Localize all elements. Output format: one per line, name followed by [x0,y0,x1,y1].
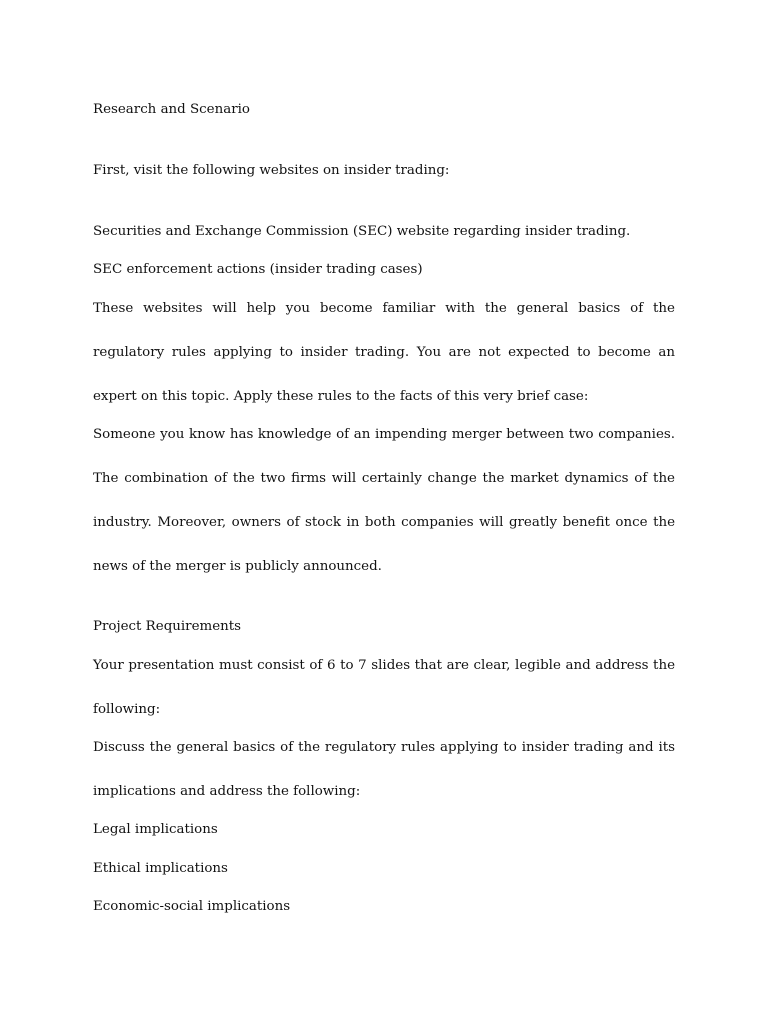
sec-enforcement-reference: SEC enforcement actions (insider trading cases) [93,262,423,277]
list-item-legal-implications: Legal implications [93,822,218,837]
section-heading-research-and-scenario: Research and Scenario [93,102,250,117]
sec-website-reference: Securities and Exchange Commission (SEC) website regarding insider trading. [93,224,631,239]
paragraph-presentation-requirements: Your presentation must consist of 6 to 7 slides that are clear, legible and address the following: [93,658,675,717]
paragraph-websites-help: These websites will help you become familiar with the general basics of the regulatory rules applying to insider trading. You are not expected to become an expert on this topic. Apply these rules to the facts of this very brief case: [93,301,675,404]
list-item-economic-social-implications: Economic-social implications [93,899,291,914]
list-item-ethical-implications: Ethical implications [93,861,228,876]
paragraph-discuss-rules: Discuss the general basics of the regulatory rules applying to insider trading and its implications and address the following: [93,740,675,799]
section-heading-project-requirements: Project Requirements [93,619,241,634]
paragraph-case-scenario: Someone you know has knowledge of an impending merger between two companies. The combination of the two firms will certainly change the market dynamics of the industry. Moreover, owners of stock in both companies will greatly benefit once the news of the merger is publicly announced. [93,427,675,574]
intro-line: First, visit the following websites on insider trading: [93,163,450,178]
